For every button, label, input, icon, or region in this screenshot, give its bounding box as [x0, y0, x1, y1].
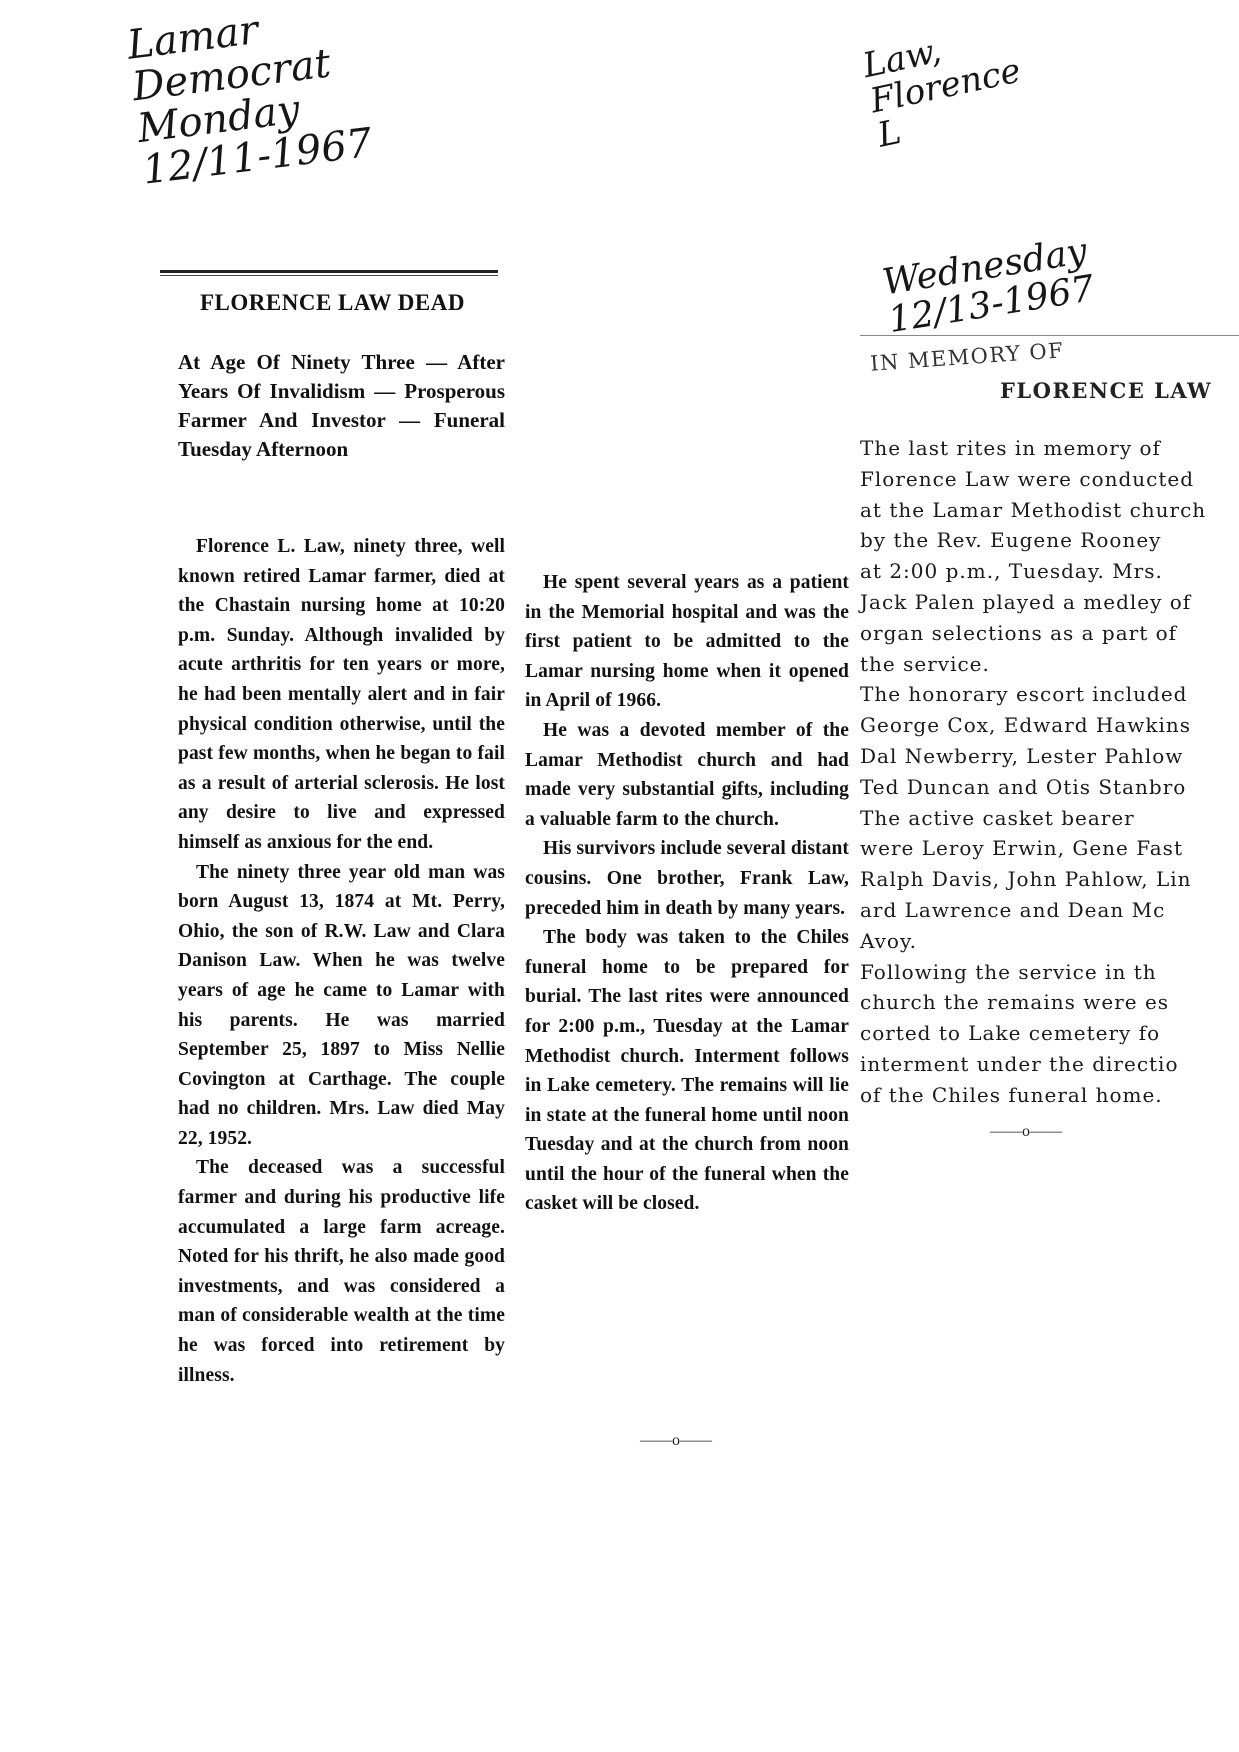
paragraph: The body was taken to the Chiles funeral home to be prepared for burial. The last rites were announced for 2:00 p.m., Tuesday at the Lamar Methodist church. Interment follows in Lake cemetery. The remains will lie in state at the funeral home until noon Tuesday and at the church from noon until the hour of the funeral when the casket will be closed.: [525, 927, 849, 1215]
article-top-rule: [160, 270, 498, 276]
paragraph: His survivors include several distant cousins. One brother, Frank Law, preceded him in death by many years.: [525, 838, 849, 919]
memorial-line: George Cox, Edward Hawkins: [860, 713, 1192, 738]
memorial-line: Florence Law were conducted: [860, 466, 1195, 491]
article-headline: FLORENCE LAW DEAD: [200, 290, 465, 315]
memorial-line: Dal Newberry, Lester Pahlow: [860, 743, 1184, 768]
memorial-line: corted to Lake cemetery fo: [860, 1021, 1161, 1046]
memorial-line: were Leroy Erwin, Gene Fast: [860, 836, 1183, 861]
article-column-2: [525, 568, 849, 1219]
article-subhead: At Age Of Ninety Three — After Years Of Invalidism — Prosperous Farmer And Investor — Funeral Tuesday Afternoon: [178, 350, 505, 461]
memorial-line: at the Lamar Methodist church: [860, 497, 1207, 522]
memorial-title-line-2: FLORENCE LAW: [1000, 378, 1213, 403]
memorial-column: [860, 433, 1239, 1111]
memorial-line: The honorary escort included: [860, 682, 1188, 707]
memorial-line: the service.: [860, 651, 990, 676]
paragraph: The ninety three year old man was born August 13, 1874 at Mt. Perry, Ohio, the son of R.W. Law and Clara Danison Law. When he was twelve years of age he came to Lamar with his parents. He was married September 25, 1897 to Miss Nellie Covington at Carthage. The couple had no children. Mrs. Law died May 22, 1952.: [178, 861, 505, 1149]
memorial-line: organ selections as a part of: [860, 620, 1178, 645]
memorial-line: Ted Duncan and Otis Stanbro: [860, 774, 1187, 799]
paragraph: Florence L. Law, ninety three, well known retired Lamar farmer, died at the Chastain nursing home at 10:20 p.m. Sunday. Although invalided by acute arthritis for ten years or more, he had been mentally alert and in fair physical condition otherwise, until the past few months, when he began to fail as a result of arterial sclerosis. He lost any desire to live and expressed himself as anxious for the end.: [178, 536, 505, 853]
paragraph: He was a devoted member of the Lamar Methodist church and had made very substantial gifts, including a valuable farm to the church.: [525, 719, 849, 830]
memorial-line: of the Chiles funeral home.: [860, 1082, 1163, 1107]
memorial-line: The last rites in memory of: [860, 436, 1161, 460]
paragraph: The deceased was a successful farmer and during his productive life accumulated a large farm acreage. Noted for his thrift, he also made good investments, and was considered a man of considerable wealth at the time he was forced into retirement by illness.: [178, 1157, 505, 1386]
memorial-line: Avoy.: [860, 928, 917, 953]
memorial-line: interment under the directio: [860, 1051, 1179, 1076]
memorial-line: ard Lawrence and Dean Mc: [860, 897, 1166, 922]
memorial-line: at 2:00 p.m., Tuesday. Mrs.: [860, 559, 1163, 584]
memorial-end-separator: ——o——: [990, 1123, 1062, 1140]
memorial-line: Jack Palen played a medley of: [860, 589, 1192, 614]
handwritten-name-note: Law, Florence L: [859, 30, 1025, 157]
memorial-line: by the Rev. Eugene Rooney: [860, 528, 1162, 553]
memorial-title-line-1: IN MEMORY OF: [869, 338, 1065, 376]
memorial-top-rule: [860, 335, 1239, 336]
memorial-line: The active casket bearer: [860, 805, 1135, 830]
article-column-1: [178, 532, 505, 1390]
memorial-text: [860, 433, 1239, 1111]
handwritten-wednesday-note: Wednesday 12/13-1967: [879, 230, 1097, 341]
memorial-line: Ralph Davis, John Pahlow, Lin: [860, 867, 1192, 892]
paragraph: He spent several years as a patient in the Memorial hospital and was the first patient to be admitted to the Lamar nursing home when it opened in April of 1966.: [525, 572, 849, 712]
article-end-separator: ——o——: [640, 1432, 712, 1449]
memorial-line: Following the service in th: [860, 959, 1157, 984]
memorial-line: church the remains were es: [860, 990, 1170, 1015]
handwritten-date-note: Lamar Democrat Monday 12/11-1967: [124, 7, 375, 194]
